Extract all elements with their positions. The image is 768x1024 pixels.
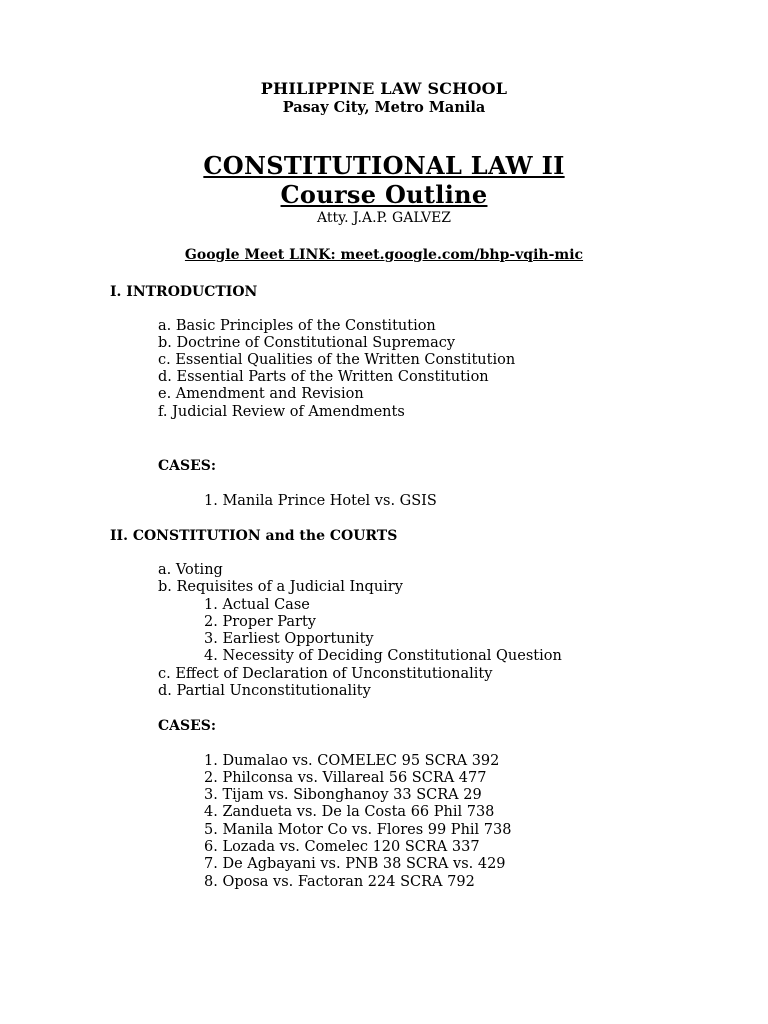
document-subtitle: Course Outline xyxy=(280,180,488,209)
outline-subitem: 1. Actual Case xyxy=(204,597,310,613)
outline-item: d. Essential Parts of the Written Constitution xyxy=(158,369,489,385)
case-item: 5. Manila Motor Co vs. Flores 99 Phil 738 xyxy=(204,822,512,838)
school-location: Pasay City, Metro Manila xyxy=(282,99,486,116)
outline-subitem: 3. Earliest Opportunity xyxy=(204,631,374,647)
cases-label: CASES: xyxy=(158,718,217,734)
cases-label: CASES: xyxy=(158,458,217,474)
outline-item: a. Basic Principles of the Constitution xyxy=(158,318,436,334)
outline-item: b. Doctrine of Constitutional Supremacy xyxy=(158,335,456,351)
case-item: 4. Zandueta vs. De la Costa 66 Phil 738 xyxy=(204,804,495,820)
outline-item: c. Effect of Declaration of Unconstitutionality xyxy=(158,666,493,682)
case-item: 8. Oposa vs. Factoran 224 SCRA 792 xyxy=(204,874,475,890)
outline-item: b. Requisites of a Judicial Inquiry xyxy=(158,579,403,595)
case-item: 1. Manila Prince Hotel vs. GSIS xyxy=(204,493,437,509)
outline-item: d. Partial Unconstitutionality xyxy=(158,683,371,699)
section-heading-introduction: I. INTRODUCTION xyxy=(110,284,258,300)
outline-item: e. Amendment and Revision xyxy=(158,386,364,402)
outline-subitem: 2. Proper Party xyxy=(204,614,316,630)
author-name: Atty. J.A.P. GALVEZ xyxy=(316,210,452,226)
case-item: 6. Lozada vs. Comelec 120 SCRA 337 xyxy=(204,839,480,855)
section-heading-constitution-courts: II. CONSTITUTION and the COURTS xyxy=(110,528,398,544)
outline-item: a. Voting xyxy=(158,562,223,578)
outline-item: f. Judicial Review of Amendments xyxy=(158,404,405,420)
meet-link[interactable]: Google Meet LINK: meet.google.com/bhp-vqih-mic xyxy=(184,247,584,263)
outline-item: c. Essential Qualities of the Written Constitution xyxy=(158,352,516,368)
case-item: 1. Dumalao vs. COMELEC 95 SCRA 392 xyxy=(204,753,500,769)
case-item: 3. Tijam vs. Sibonghanoy 33 SCRA 29 xyxy=(204,787,482,803)
case-item: 2. Philconsa vs. Villareal 56 SCRA 477 xyxy=(204,770,487,786)
school-name: PHILIPPINE LAW SCHOOL xyxy=(260,79,508,98)
case-item: 7. De Agbayani vs. PNB 38 SCRA vs. 429 xyxy=(204,856,506,872)
document-title: CONSTITUTIONAL LAW II xyxy=(203,151,565,180)
outline-subitem: 4. Necessity of Deciding Constitutional Question xyxy=(204,648,562,664)
